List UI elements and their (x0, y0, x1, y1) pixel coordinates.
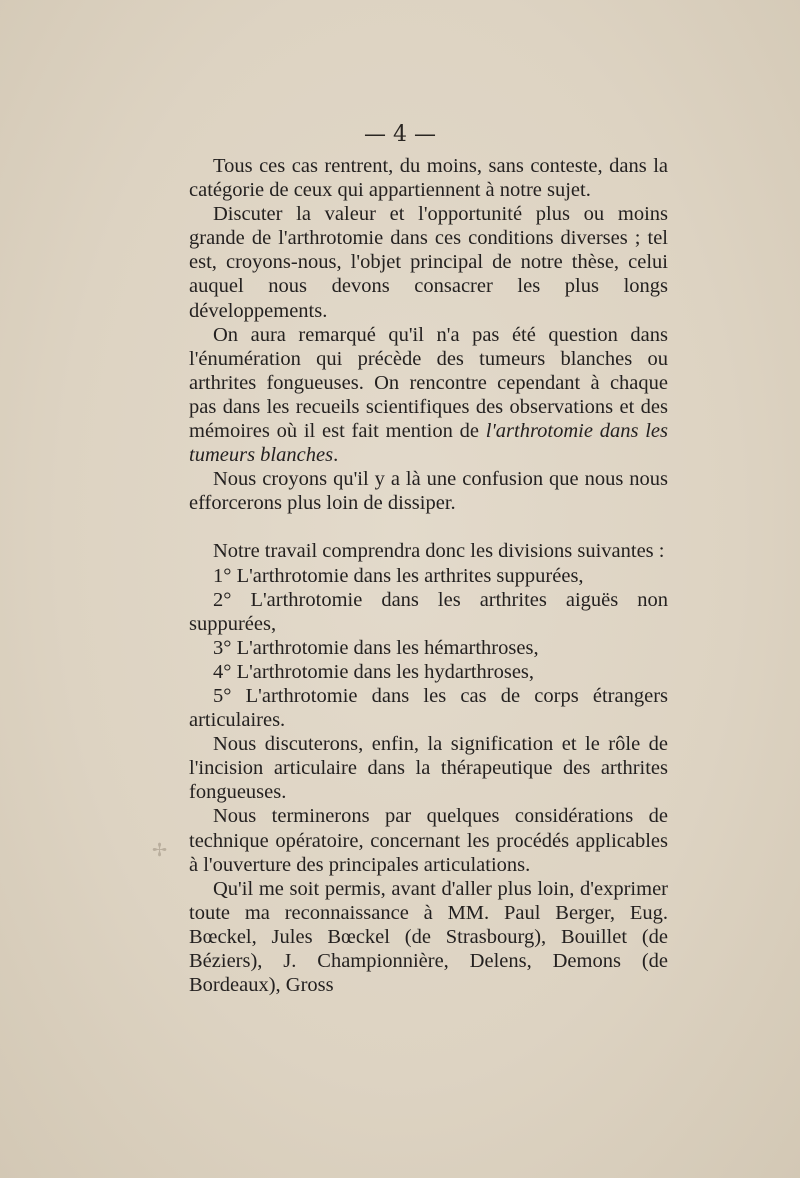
list-item: 1° L'arthrotomie dans les arthrites suppurées, (213, 564, 584, 587)
blank-line (189, 515, 668, 539)
paper-mark: ✢ (152, 840, 168, 861)
paragraph-8: Qu'il me soit permis, avant d'aller plus loin, d'exprimer toute ma reconnaissance à MM. Paul Berger, Eug. Bœckel, Jules Bœckel (de Strasbourg), Bouillet (de Béziers), J. Championnière, Delens, Demons (de Bordeaux), Gross (189, 877, 668, 997)
paragraph-3-text: On aura remarqué qu'il n'a pas été question dans l'énumération qui précède des tumeurs blanches ou arthrites fongueuses. On rencontre cependant à chaque pas dans les recueils scientifiques des observations et des mémoires où il est fait mention de (189, 323, 668, 443)
body-text (189, 154, 668, 997)
paragraph-2: Discuter la valeur et l'opportunité plus ou moins grande de l'arthrotomie dans ces conditions diverses ; tel est, croyons-nous, l'objet principal de notre thèse, celui auquel nous devons consacrer les plus longs développements. (189, 203, 668, 322)
paragraph-5: Notre travail comprendra donc les divisions suivantes : (213, 540, 665, 563)
paragraph-1: Tous ces cas rentrent, du moins, sans conteste, dans la catégorie de ceux qui appartiennent à notre sujet. (189, 155, 668, 202)
paragraph-6: Nous discuterons, enfin, la signification et le rôle de l'incision articulaire dans la thérapeutique des arthrites fongueuses. (189, 733, 668, 804)
paragraph-3 (189, 323, 668, 468)
paragraph-4: Nous croyons qu'il y a là une confusion que nous nous efforcerons plus loin de dissiper. (189, 468, 668, 515)
list-item: 2° L'arthrotomie dans les arthrites aiguës non suppurées, (189, 588, 668, 635)
list-item: 3° L'arthrotomie dans les hémarthroses, (213, 636, 539, 659)
page-number: — 4 — (364, 122, 436, 147)
paragraph-3-italic: l'arthrotomie dans les tumeurs blanches (189, 420, 668, 467)
list-item: 4° L'arthrotomie dans les hydarthroses, (213, 660, 535, 683)
list-item: 5° L'arthrotomie dans les cas de corps étrangers articulaires. (189, 684, 668, 732)
paragraph-7: Nous terminerons par quelques considérations de technique opératoire, concernant les procédés applicables à l'ouverture des principales articulations. (189, 805, 668, 876)
paragraph-3-end: . (333, 444, 339, 467)
